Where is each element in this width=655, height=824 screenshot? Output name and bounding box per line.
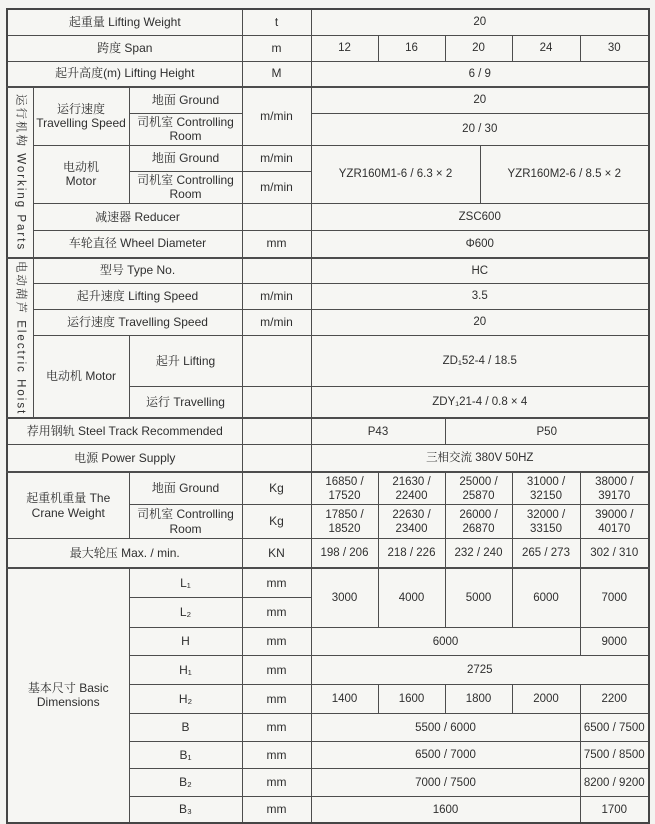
crane-weight-ground-unit: Kg: [242, 472, 311, 505]
dim-l-value-16: 4000: [378, 568, 445, 628]
dim-b2-value-last: 8200 / 9200: [580, 769, 649, 797]
hoist-motor-travelling-unit: [242, 387, 311, 418]
lifting-weight-value: 20: [311, 9, 649, 35]
section-electric-hoist: 电动葫芦 Electric Hoist: [7, 258, 33, 418]
dim-l2-unit: mm: [242, 598, 311, 628]
travelling-speed-unit: m/min: [242, 87, 311, 145]
dim-b-value-last: 6500 / 7500: [580, 714, 649, 742]
motor-value-right: YZR160M2-6 / 8.5 × 2: [480, 145, 649, 203]
reducer-label: 减速器 Reducer: [33, 204, 242, 231]
travelling-speed-ground-value: 20: [311, 87, 649, 113]
lifting-weight-unit: t: [242, 9, 311, 35]
dim-h-value-last: 9000: [580, 628, 649, 656]
max-wheel-load-unit: KN: [242, 539, 311, 568]
dim-h2-value-20: 1800: [445, 685, 512, 714]
motor-value-left: YZR160M1-6 / 6.3 × 2: [311, 145, 480, 203]
crane-weight-controlling-label: 司机室 Controlling Room: [129, 505, 242, 539]
reducer-unit: [242, 204, 311, 231]
dim-h-value-main: 6000: [311, 628, 580, 656]
lifting-weight-label: 起重量 Lifting Weight: [7, 9, 242, 35]
hoist-motor-lifting-unit: [242, 336, 311, 387]
type-no-unit: [242, 258, 311, 284]
dim-b1-value-main: 6500 / 7000: [311, 742, 580, 769]
span-unit: m: [242, 35, 311, 61]
crane-weight-controlling-value-30: 39000 / 40170: [580, 505, 649, 539]
dim-h-label: H: [129, 628, 242, 656]
crane-weight-ground-value-20: 25000 / 25870: [445, 472, 512, 505]
crane-weight-controlling-value-24: 32000 / 33150: [512, 505, 580, 539]
dim-h1-label: H₁: [129, 656, 242, 685]
steel-track-unit: [242, 418, 311, 445]
dim-h2-value-16: 1600: [378, 685, 445, 714]
dim-l-value-30: 7000: [580, 568, 649, 628]
crane-weight-ground-value-12: 16850 / 17520: [311, 472, 378, 505]
hoist-motor-lifting-label: 起升 Lifting: [129, 336, 242, 387]
lifting-height-label: 起升高度(m) Lifting Height: [7, 61, 242, 87]
span-value-20: 20: [445, 35, 512, 61]
dim-b2-value-main: 7000 / 7500: [311, 769, 580, 797]
travelling-speed-controlling-label: 司机室 Controlling Room: [129, 113, 242, 145]
max-wheel-load-value-12: 198 / 206: [311, 539, 378, 568]
max-wheel-load-value-20: 232 / 240: [445, 539, 512, 568]
hoist-lifting-speed-value: 3.5: [311, 284, 649, 310]
crane-weight-controlling-value-16: 22630 / 23400: [378, 505, 445, 539]
wheel-diameter-label: 车轮直径 Wheel Diameter: [33, 231, 242, 258]
dim-l2-label: L₂: [129, 598, 242, 628]
dim-b-unit: mm: [242, 714, 311, 742]
dim-b3-unit: mm: [242, 797, 311, 823]
crane-weight-label: 起重机重量 The Crane Weight: [7, 472, 129, 539]
dim-b1-value-last: 7500 / 8500: [580, 742, 649, 769]
lifting-height-unit: M: [242, 61, 311, 87]
hoist-motor-travelling-label: 运行 Travelling: [129, 387, 242, 418]
dim-h2-value-30: 2200: [580, 685, 649, 714]
max-wheel-load-value-24: 265 / 273: [512, 539, 580, 568]
power-supply-label: 电源 Power Supply: [7, 445, 242, 472]
steel-track-value-p43: P43: [311, 418, 445, 445]
dim-h2-value-24: 2000: [512, 685, 580, 714]
dim-b3-label: B₃: [129, 797, 242, 823]
wheel-diameter-unit: mm: [242, 231, 311, 258]
travelling-speed-ground-label: 地面 Ground: [129, 87, 242, 113]
section-basic-dimensions: 基本尺寸 Basic Dimensions: [7, 568, 129, 823]
travelling-speed-controlling-value: 20 / 30: [311, 113, 649, 145]
dim-h-unit: mm: [242, 628, 311, 656]
dim-l-value-12: 3000: [311, 568, 378, 628]
dim-h1-value: 2725: [311, 656, 649, 685]
hoist-lifting-speed-label: 起升速度 Lifting Speed: [33, 284, 242, 310]
power-supply-unit: [242, 445, 311, 472]
span-value-12: 12: [311, 35, 378, 61]
span-label: 跨度 Span: [7, 35, 242, 61]
crane-weight-controlling-value-12: 17850 / 18520: [311, 505, 378, 539]
hoist-travelling-speed-value: 20: [311, 310, 649, 336]
motor-ground-unit: m/min: [242, 145, 311, 171]
section-working-parts: 运行机构 Working Parts: [7, 87, 33, 258]
dim-b-value-main: 5500 / 6000: [311, 714, 580, 742]
hoist-travelling-speed-label: 运行速度 Travelling Speed: [33, 310, 242, 336]
steel-track-value-p50: P50: [445, 418, 649, 445]
wheel-diameter-value: Φ600: [311, 231, 649, 258]
dim-h1-unit: mm: [242, 656, 311, 685]
dim-h2-value-12: 1400: [311, 685, 378, 714]
span-value-24: 24: [512, 35, 580, 61]
dim-b2-label: B₂: [129, 769, 242, 797]
dim-b3-value-last: 1700: [580, 797, 649, 823]
crane-weight-ground-label: 地面 Ground: [129, 472, 242, 505]
crane-weight-controlling-unit: Kg: [242, 505, 311, 539]
span-value-16: 16: [378, 35, 445, 61]
dim-l1-unit: mm: [242, 568, 311, 598]
dim-b-label: B: [129, 714, 242, 742]
steel-track-label: 荐用钢轨 Steel Track Recommended: [7, 418, 242, 445]
motor-ground-label: 地面 Ground: [129, 145, 242, 171]
span-value-30: 30: [580, 35, 649, 61]
dim-b2-unit: mm: [242, 769, 311, 797]
max-wheel-load-value-16: 218 / 226: [378, 539, 445, 568]
travelling-speed-label: 运行速度 Travelling Speed: [33, 87, 129, 145]
crane-weight-controlling-value-20: 26000 / 26870: [445, 505, 512, 539]
dim-b1-unit: mm: [242, 742, 311, 769]
motor-controlling-unit: m/min: [242, 171, 311, 203]
crane-weight-ground-value-16: 21630 / 22400: [378, 472, 445, 505]
hoist-motor-label: 电动机 Motor: [33, 336, 129, 418]
motor-controlling-label: 司机室 Controlling Room: [129, 171, 242, 203]
motor-label-cn: 电动机: [62, 159, 99, 174]
hoist-motor-travelling-value: ZDY₁21-4 / 0.8 × 4: [311, 387, 649, 418]
crane-weight-ground-value-30: 38000 / 39170: [580, 472, 649, 505]
type-no-label: 型号 Type No.: [33, 258, 242, 284]
power-supply-value: 三相交流 380V 50HZ: [311, 445, 649, 472]
lifting-height-value: 6 / 9: [311, 61, 649, 87]
reducer-value: ZSC600: [311, 204, 649, 231]
dim-h2-unit: mm: [242, 685, 311, 714]
dim-l-value-20: 5000: [445, 568, 512, 628]
type-no-value: HC: [311, 258, 649, 284]
max-wheel-load-value-30: 302 / 310: [580, 539, 649, 568]
crane-spec-table: [6, 8, 650, 824]
dim-h2-label: H₂: [129, 685, 242, 714]
dim-b3-value-main: 1600: [311, 797, 580, 823]
dim-l-value-24: 6000: [512, 568, 580, 628]
max-wheel-load-label: 最大轮压 Max. / min.: [7, 539, 242, 568]
motor-label-en: Motor: [65, 174, 97, 189]
hoist-motor-lifting-value: ZD₁52-4 / 18.5: [311, 336, 649, 387]
hoist-travelling-speed-unit: m/min: [242, 310, 311, 336]
crane-weight-ground-value-24: 31000 / 32150: [512, 472, 580, 505]
dim-l1-label: L₁: [129, 568, 242, 598]
hoist-lifting-speed-unit: m/min: [242, 284, 311, 310]
dim-b1-label: B₁: [129, 742, 242, 769]
motor-label: [33, 145, 129, 203]
